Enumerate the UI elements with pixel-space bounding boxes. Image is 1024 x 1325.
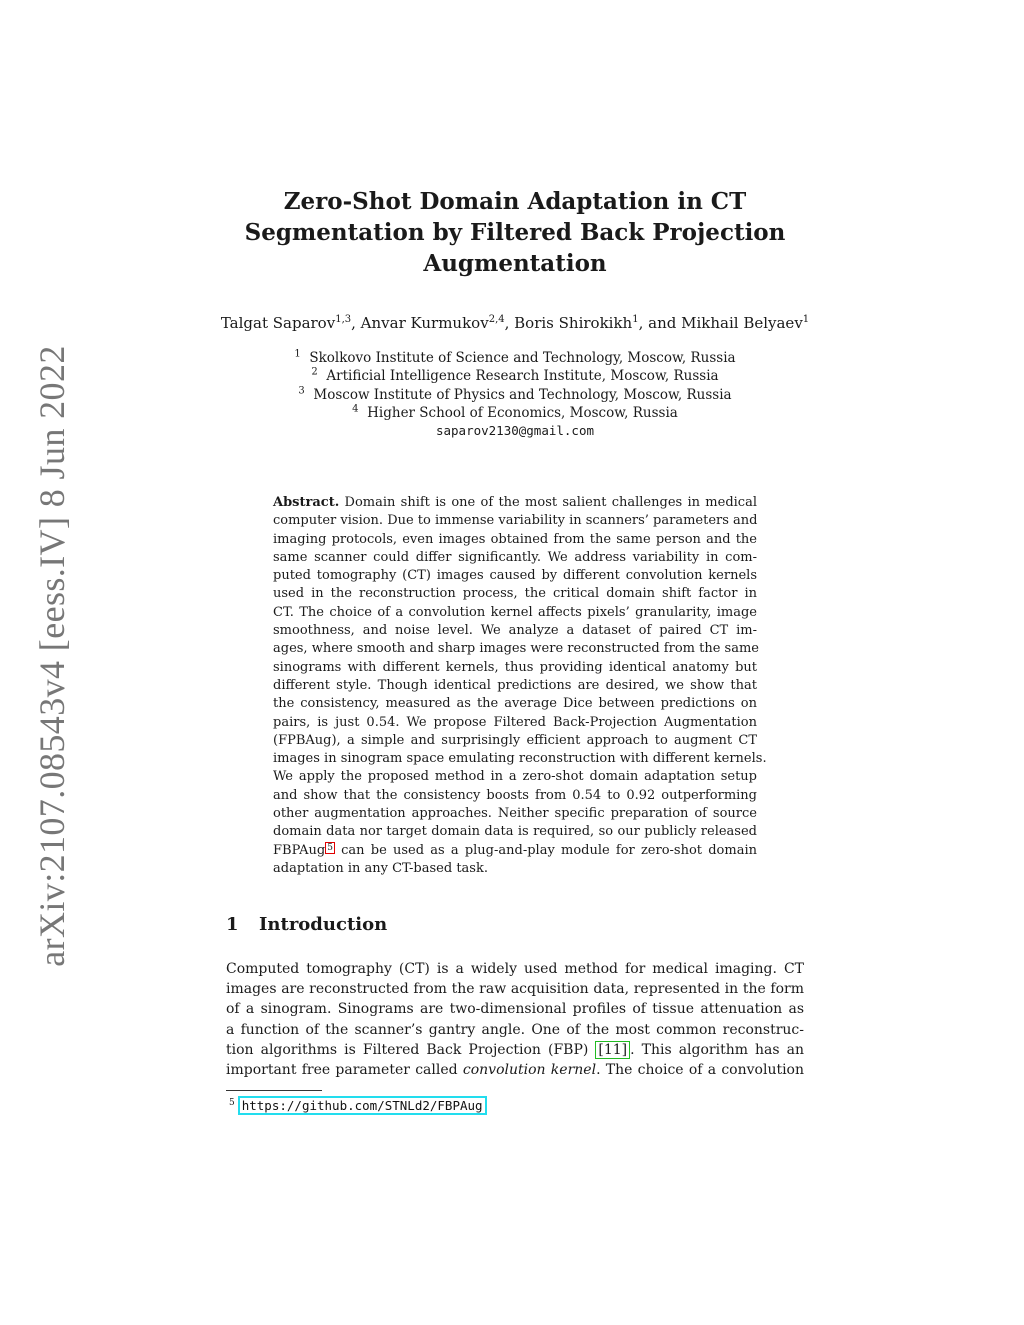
abstract: [273, 494, 767, 878]
footnote-mark: 5: [229, 1098, 235, 1108]
abstract-line: [273, 842, 757, 860]
author-separator: ,: [351, 314, 361, 332]
body-line: [226, 1040, 804, 1060]
author-separator: , and: [638, 314, 682, 332]
abstract-line: and show that the consistency boosts from 0.54 to 0.92 outperforming: [273, 787, 757, 803]
body-text: . The choice of a convolution: [596, 1062, 805, 1079]
abstract-line: (FPBAug), a simple and surprisingly efficient approach to augment CT: [273, 732, 757, 748]
body-line: [226, 1060, 804, 1080]
section-heading: [226, 914, 387, 935]
affiliation-item: [220, 367, 810, 385]
author-affiliation-mark: 1,3: [335, 314, 352, 325]
abstract-line: pairs, is just 0.54. We propose Filtered Back-Projection Augmentation: [273, 714, 757, 730]
body-text: . This algorithm has an: [630, 1041, 804, 1058]
affiliation-text: Moscow Institute of Physics and Technology, Moscow, Russia: [313, 386, 732, 403]
abstract-line: sinograms with different kernels, thus providing identical anatomy but: [273, 659, 757, 675]
footnote-link[interactable]: 5: [327, 842, 333, 853]
abstract-line: other augmentation approaches. Neither specific preparation of source: [273, 806, 757, 822]
author-name: Talgat Saparov: [220, 314, 336, 332]
abstract-line: images in sinogram space emulating reconstruction with different kernels.: [273, 751, 767, 767]
citation-link[interactable]: [11]: [595, 1041, 630, 1059]
abstract-line: CT. The choice of a convolution kernel affects pixels’ granularity, image: [273, 604, 757, 620]
author-affiliation-mark: 1: [632, 314, 639, 325]
body-line: Computed tomography (CT) is a widely used method for medical imaging. CT: [226, 961, 804, 977]
affiliation-number: 2: [311, 366, 318, 378]
author-list: [120, 313, 910, 333]
title-line: Zero-Shot Domain Adaptation in CT: [283, 188, 747, 215]
abstract-line: same scanner could differ significantly. We address variability in com-: [273, 549, 757, 565]
body-text: important free parameter called: [226, 1062, 463, 1079]
affiliation-number: 1: [294, 348, 301, 360]
arxiv-identifier[interactable]: arXiv:2107.08543v4 [eess.IV] 8 Jun 2022: [32, 345, 72, 967]
contact-email[interactable]: saparov2130@gmail.com: [435, 423, 595, 439]
affiliation-text: Artificial Intelligence Research Institute, Moscow, Russia: [326, 368, 719, 385]
abstract-line: smoothness, and noise level. We analyze a dataset of paired CT im-: [273, 623, 757, 639]
affiliation-number: 4: [352, 403, 359, 415]
affiliation-number: 3: [298, 385, 305, 397]
footnote-divider: [226, 1090, 322, 1091]
abstract-text: Domain shift is one of the most salient challenges in medical: [339, 495, 757, 510]
abstract-line: [273, 494, 757, 512]
author-affiliation-mark: 1: [802, 314, 810, 325]
author-name: Mikhail Belyaev: [681, 314, 803, 332]
abstract-text: FBPAug: [273, 842, 326, 858]
abstract-line: imaging protocols, even images obtained from the same person and the: [273, 531, 757, 547]
author-separator: ,: [504, 314, 515, 332]
abstract-line: computer vision. Due to immense variability in scanners’ parameters and: [273, 513, 758, 529]
title-line: Augmentation: [423, 250, 607, 277]
body-line: of a sinogram. Sinograms are two-dimensional profiles of tissue attenuation as: [226, 1001, 804, 1018]
section-title: Introduction: [259, 914, 388, 935]
author-affiliation-mark: 2,4: [488, 314, 505, 325]
author-name: Anvar Kurmukov: [360, 314, 489, 332]
affiliation-text: Higher School of Economics, Moscow, Russia: [367, 404, 678, 421]
author-name: Boris Shirokikh: [514, 314, 633, 332]
body-line: a function of the scanner’s gantry angle. One of the most common reconstruc-: [226, 1021, 804, 1038]
affiliation-item: [220, 404, 810, 422]
section-number: 1: [226, 914, 239, 935]
title-line: Segmentation by Filtered Back Projection: [244, 219, 786, 246]
body-text: tion algorithms is Filtered Back Projection (FBP): [226, 1041, 596, 1058]
emphasized-term: convolution kernel: [462, 1062, 597, 1079]
abstract-label: Abstract.: [273, 495, 340, 510]
abstract-line: ages, where smooth and sharp images were reconstructed from the same: [273, 641, 759, 657]
abstract-text: can be used as a plug-and-play module for zero-shot domain: [334, 842, 757, 858]
paper-title: [200, 186, 830, 279]
abstract-line: different style. Though identical predictions are desired, we show that: [273, 677, 757, 693]
abstract-line: used in the reconstruction process, the critical domain shift factor in: [273, 586, 757, 602]
affiliation-item: [220, 386, 810, 404]
affiliation-text: Skolkovo Institute of Science and Technology, Moscow, Russia: [309, 350, 736, 366]
footnote-url-link[interactable]: https://github.com/STNLd2/FBPAug: [238, 1096, 487, 1115]
abstract-line: adaptation in any CT-based task.: [273, 860, 488, 876]
affiliation-item: [220, 349, 810, 367]
abstract-line: domain data nor target domain data is required, so our publicly released: [273, 824, 757, 840]
abstract-line: We apply the proposed method in a zero-shot domain adaptation setup: [273, 769, 757, 785]
abstract-line: the consistency, measured as the average Dice between predictions on: [273, 696, 757, 712]
affiliation-list: [220, 349, 810, 440]
abstract-line: puted tomography (CT) images caused by different convolution kernels: [273, 568, 757, 584]
body-line: images are reconstructed from the raw acquisition data, represented in the form: [226, 981, 804, 998]
introduction-paragraph: [226, 959, 804, 1080]
footnote: [229, 1094, 487, 1115]
